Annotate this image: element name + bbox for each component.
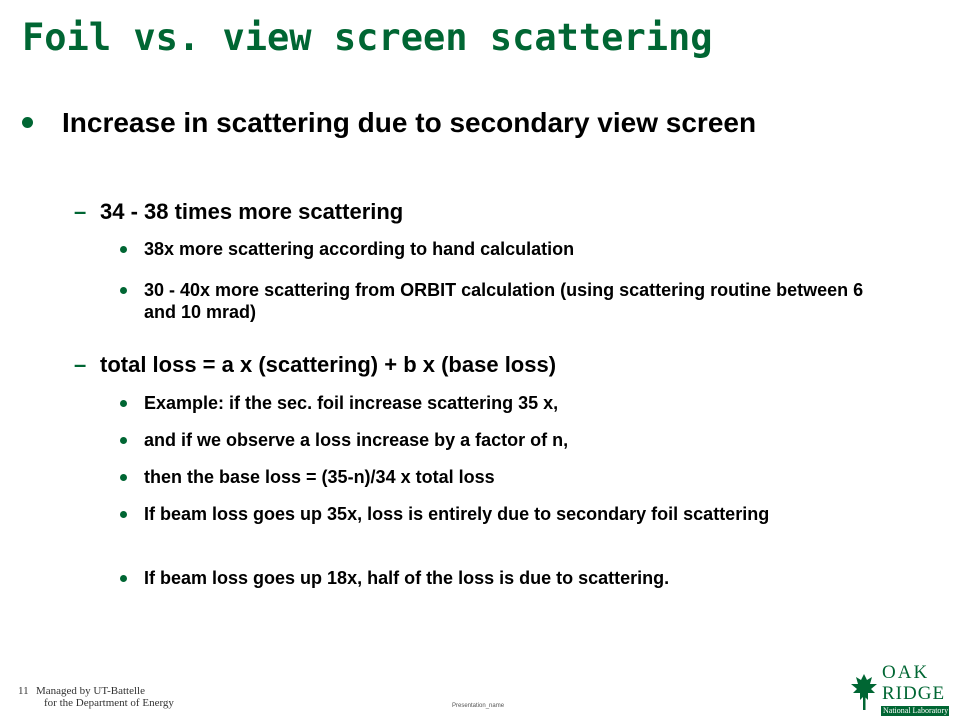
footer-managed-by xyxy=(36,685,174,709)
list-item: If beam loss goes up 35x, loss is entirely due to secondary foil scattering xyxy=(144,504,770,524)
bullet-dot-icon xyxy=(120,400,127,407)
footer-line: Managed by UT-Battelle xyxy=(36,685,145,697)
list-item: Example: if the sec. foil increase scattering 35 x, xyxy=(144,393,559,413)
bullet-dot-icon xyxy=(120,511,127,518)
footer-line: for the Department of Energy xyxy=(44,697,174,709)
dash-icon: – xyxy=(74,199,87,224)
list-item: 30 - 40x more scattering from ORBIT calculation (using scattering routine between 6 and 10 mrad) xyxy=(144,280,864,322)
list-item: 38x more scattering according to hand calculation xyxy=(144,239,575,259)
section-heading: 34 - 38 times more scattering xyxy=(100,199,404,224)
presentation-name: Presentation_name xyxy=(452,703,505,709)
list-item: then the base loss = (35-n)/34 x total loss xyxy=(144,467,495,487)
bullet-dot-icon xyxy=(120,437,127,444)
oak-ridge-logo xyxy=(846,660,952,716)
bullet-dot-icon xyxy=(22,117,33,128)
list-item: and if we observe a loss increase by a factor of n, xyxy=(144,430,569,450)
bullet-dot-icon xyxy=(120,287,127,294)
slide-title: Foil vs. view screen scattering xyxy=(22,16,713,59)
list-item: If beam loss goes up 18x, half of the loss is due to scattering. xyxy=(144,568,670,588)
main-bullet: Increase in scattering due to secondary view screen xyxy=(62,107,757,138)
logo-line2: RIDGE xyxy=(882,683,946,704)
logo-line3: National Laboratory xyxy=(883,706,949,715)
bullet-dot-icon xyxy=(120,246,127,253)
dash-icon: – xyxy=(74,352,87,377)
logo-line1: OAK xyxy=(882,662,930,683)
page-number: 11 xyxy=(18,685,29,697)
section-heading: total loss = a x (scattering) + b x (base loss) xyxy=(100,352,557,377)
bullet-dot-icon xyxy=(120,474,127,481)
bullet-dot-icon xyxy=(120,575,127,582)
